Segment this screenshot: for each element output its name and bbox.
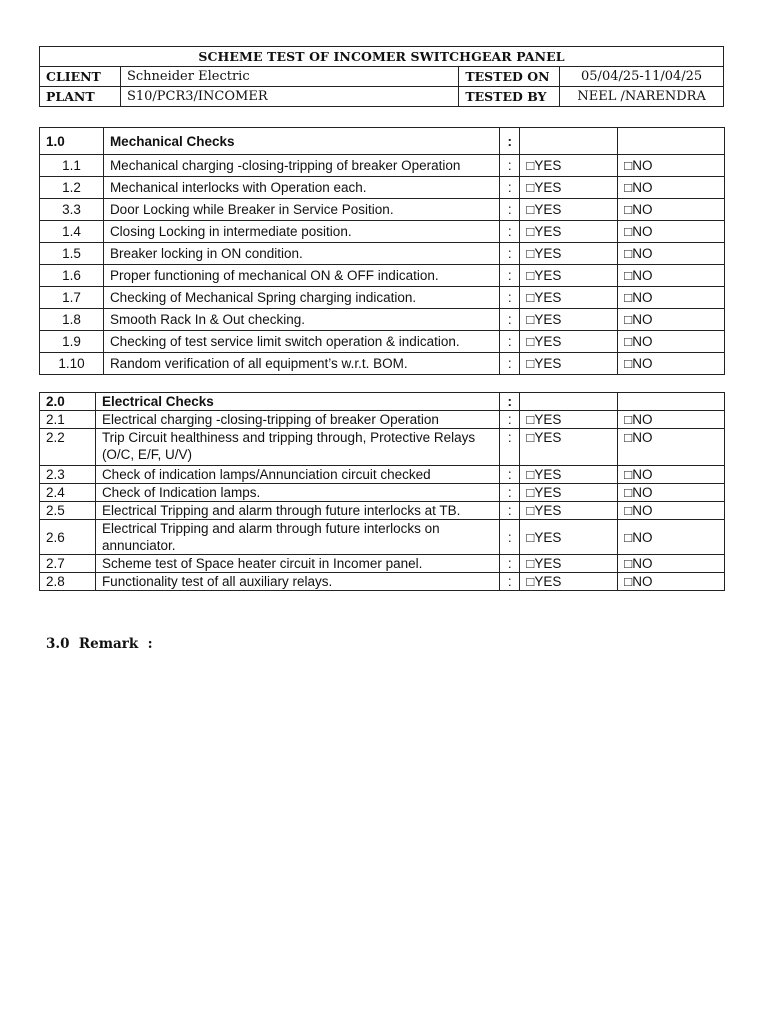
no-checkbox[interactable]: □NO: [618, 309, 725, 331]
item-number: 1.5: [40, 243, 104, 265]
item-colon: :: [500, 265, 520, 287]
item-colon: :: [500, 484, 520, 502]
no-checkbox[interactable]: □NO: [618, 466, 725, 484]
table-row: [40, 466, 725, 484]
mechanical-checks-table: [39, 127, 725, 375]
no-checkbox[interactable]: □NO: [618, 221, 725, 243]
mechanical-header-row: [40, 128, 725, 155]
table-row: [40, 555, 725, 573]
yes-checkbox[interactable]: □YES: [520, 411, 618, 429]
yes-checkbox[interactable]: □YES: [520, 484, 618, 502]
table-row: [40, 243, 725, 265]
table-row: [40, 484, 725, 502]
item-description: Electrical charging -closing-tripping of breaker Operation: [95, 411, 499, 429]
no-checkbox[interactable]: □NO: [618, 331, 725, 353]
table-row: [40, 331, 725, 353]
section-number: 2.0: [40, 393, 96, 411]
item-colon: :: [500, 287, 520, 309]
section-title: Electrical Checks: [95, 393, 499, 411]
item-number: 1.7: [40, 287, 104, 309]
table-row: [40, 573, 725, 591]
no-checkbox[interactable]: □NO: [618, 199, 725, 221]
item-colon: :: [500, 221, 520, 243]
item-number: 1.4: [40, 221, 104, 243]
item-colon: :: [500, 502, 520, 520]
table-row: [40, 353, 725, 375]
item-number: 2.5: [40, 502, 96, 520]
item-description: Breaker locking in ON condition.: [103, 243, 499, 265]
item-description: Electrical Tripping and alarm through future interlocks at TB.: [95, 502, 499, 520]
item-colon: :: [500, 573, 520, 591]
table-row: [40, 429, 725, 466]
yes-checkbox[interactable]: □YES: [520, 502, 618, 520]
document-title: SCHEME TEST OF INCOMER SWITCHGEAR PANEL: [40, 47, 724, 67]
tested-on-label: TESTED ON: [459, 67, 560, 87]
table-row: [40, 265, 725, 287]
item-description: Trip Circuit healthiness and tripping through, Protective Relays (O/C, E/F, U/V): [95, 429, 499, 466]
table-row: [40, 287, 725, 309]
table-row: [40, 221, 725, 243]
item-description: Random verification of all equipment’s w.r.t. BOM.: [103, 353, 499, 375]
item-number: 2.3: [40, 466, 96, 484]
tested-by-value: NEEL /NARENDRA: [560, 87, 724, 107]
item-colon: :: [500, 331, 520, 353]
no-checkbox[interactable]: □NO: [618, 243, 725, 265]
section-colon: :: [500, 128, 520, 155]
item-number: 1.8: [40, 309, 104, 331]
yes-checkbox[interactable]: □YES: [520, 287, 618, 309]
table-row: [40, 155, 725, 177]
no-checkbox[interactable]: □NO: [618, 429, 725, 466]
yes-checkbox[interactable]: □YES: [520, 429, 618, 466]
item-description: Electrical Tripping and alarm through future interlocks on annunciator.: [95, 520, 499, 555]
yes-checkbox[interactable]: □YES: [520, 243, 618, 265]
item-description: Checking of test service limit switch operation & indication.: [103, 331, 499, 353]
item-description: Check of indication lamps/Annunciation circuit checked: [95, 466, 499, 484]
client-value: Schneider Electric: [120, 67, 458, 87]
item-colon: :: [500, 411, 520, 429]
item-colon: :: [500, 199, 520, 221]
table-row: [40, 502, 725, 520]
item-number: 1.6: [40, 265, 104, 287]
remark-label: 3.0 Remark :: [46, 636, 153, 652]
item-number: 3.3: [40, 199, 104, 221]
item-number: 2.8: [40, 573, 96, 591]
no-checkbox[interactable]: □NO: [618, 484, 725, 502]
item-number: 1.1: [40, 155, 104, 177]
yes-checkbox[interactable]: □YES: [520, 177, 618, 199]
item-description: Scheme test of Space heater circuit in Incomer panel.: [95, 555, 499, 573]
yes-checkbox[interactable]: □YES: [520, 466, 618, 484]
section-number: 1.0: [40, 128, 104, 155]
plant-label: PLANT: [40, 87, 121, 107]
item-colon: :: [500, 353, 520, 375]
yes-checkbox[interactable]: □YES: [520, 520, 618, 555]
client-label: CLIENT: [40, 67, 121, 87]
table-row: [40, 520, 725, 555]
yes-checkbox[interactable]: □YES: [520, 555, 618, 573]
item-description: Door Locking while Breaker in Service Position.: [103, 199, 499, 221]
item-colon: :: [500, 309, 520, 331]
no-checkbox[interactable]: □NO: [618, 411, 725, 429]
yes-checkbox[interactable]: □YES: [520, 331, 618, 353]
electrical-checks-table: [39, 392, 725, 591]
item-description: Smooth Rack In & Out checking.: [103, 309, 499, 331]
item-number: 2.1: [40, 411, 96, 429]
yes-checkbox[interactable]: □YES: [520, 353, 618, 375]
no-checkbox[interactable]: □NO: [618, 177, 725, 199]
item-colon: :: [500, 555, 520, 573]
electrical-header-row: [40, 393, 725, 411]
item-number: 2.4: [40, 484, 96, 502]
section-colon: :: [500, 393, 520, 411]
table-row: [40, 309, 725, 331]
item-number: 1.2: [40, 177, 104, 199]
tested-on-value: 05/04/25-11/04/25: [560, 67, 724, 87]
tested-by-label: TESTED BY: [459, 87, 560, 107]
item-description: Proper functioning of mechanical ON & OFF indication.: [103, 265, 499, 287]
item-colon: :: [500, 520, 520, 555]
item-colon: :: [500, 429, 520, 466]
item-description: Functionality test of all auxiliary relays.: [95, 573, 499, 591]
item-number: 2.2: [40, 429, 96, 466]
item-description: Checking of Mechanical Spring charging indication.: [103, 287, 499, 309]
yes-checkbox[interactable]: □YES: [520, 309, 618, 331]
item-number: 1.9: [40, 331, 104, 353]
no-checkbox[interactable]: □NO: [618, 353, 725, 375]
yes-checkbox[interactable]: □YES: [520, 221, 618, 243]
table-row: [40, 177, 725, 199]
item-number: 2.7: [40, 555, 96, 573]
yes-checkbox[interactable]: □YES: [520, 155, 618, 177]
item-description: Mechanical charging -closing-tripping of breaker Operation: [103, 155, 499, 177]
no-checkbox[interactable]: □NO: [618, 520, 725, 555]
no-checkbox[interactable]: □NO: [618, 265, 725, 287]
item-number: 2.6: [40, 520, 96, 555]
no-checkbox[interactable]: □NO: [618, 555, 725, 573]
item-colon: :: [500, 155, 520, 177]
no-checkbox[interactable]: □NO: [618, 155, 725, 177]
yes-checkbox[interactable]: □YES: [520, 265, 618, 287]
item-description: Mechanical interlocks with Operation each.: [103, 177, 499, 199]
table-row: [40, 411, 725, 429]
no-checkbox[interactable]: □NO: [618, 287, 725, 309]
item-number: 1.10: [40, 353, 104, 375]
item-colon: :: [500, 243, 520, 265]
header-table: [39, 46, 724, 107]
item-description: Closing Locking in intermediate position.: [103, 221, 499, 243]
item-description: Check of Indication lamps.: [95, 484, 499, 502]
no-checkbox[interactable]: □NO: [618, 573, 725, 591]
item-colon: :: [500, 177, 520, 199]
item-colon: :: [500, 466, 520, 484]
plant-value: S10/PCR3/INCOMER: [120, 87, 458, 107]
section-title: Mechanical Checks: [103, 128, 499, 155]
no-checkbox[interactable]: □NO: [618, 502, 725, 520]
yes-checkbox[interactable]: □YES: [520, 199, 618, 221]
yes-checkbox[interactable]: □YES: [520, 573, 618, 591]
table-row: [40, 199, 725, 221]
